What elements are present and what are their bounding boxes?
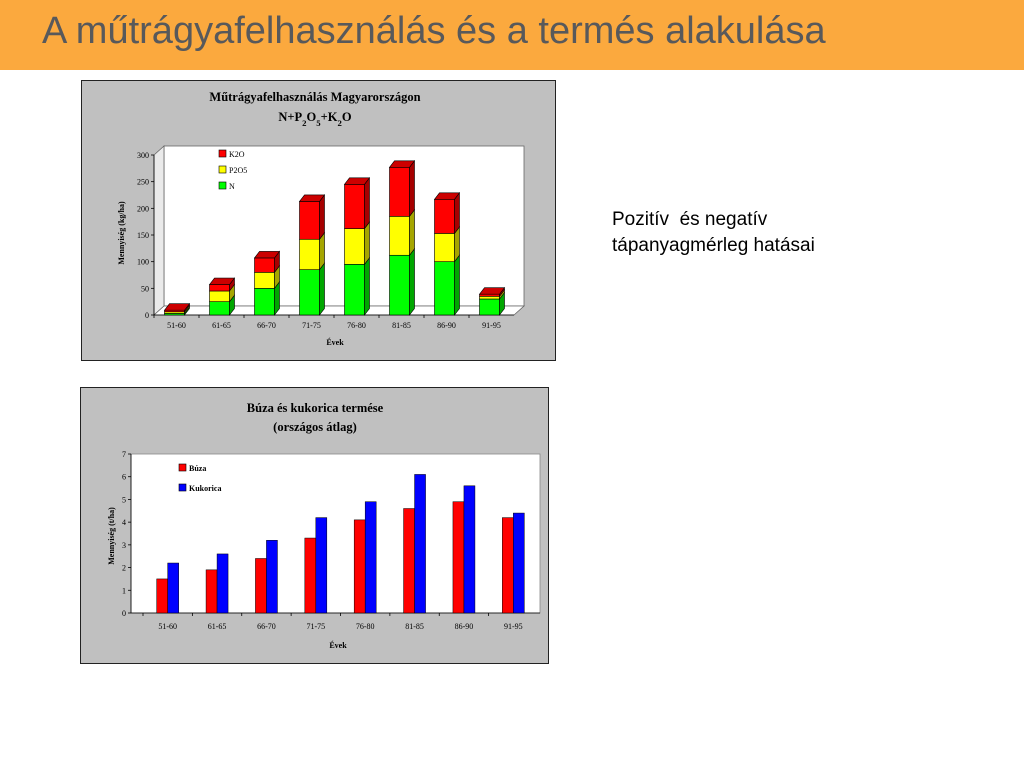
legend-label-kukorica: Kukorica — [189, 484, 222, 493]
y-tick-label: 150 — [137, 231, 149, 240]
bar-segment-k2o — [255, 258, 275, 272]
side-note — [612, 207, 932, 259]
y-tick-label: 50 — [141, 284, 149, 294]
yield-chart — [81, 388, 550, 665]
chart-title: Búza és kukorica termése — [246, 401, 384, 415]
y-tick-label: 0 — [122, 609, 126, 618]
bar-buza — [157, 579, 168, 613]
bar-kukorica — [316, 518, 327, 613]
y-tick-label: 2 — [122, 563, 126, 573]
y-tick-label: 4 — [122, 518, 126, 528]
bar-kukorica — [266, 540, 277, 613]
bar-segment-p2o5 — [210, 291, 230, 302]
chart-subtitle: (országos átlag) — [273, 420, 357, 434]
bar-buza — [255, 558, 266, 613]
bar-kukorica — [168, 563, 179, 613]
bar-side-n — [455, 255, 460, 315]
bar-segment-n — [255, 288, 275, 315]
bar-segment-p2o5 — [300, 239, 320, 269]
fertilizer-chart-panel — [81, 80, 556, 361]
bar-segment-k2o — [390, 167, 410, 216]
legend-label-k2o: K2O — [229, 150, 245, 159]
bar-side-n — [365, 258, 370, 315]
bar-buza — [354, 520, 365, 613]
y-tick-label: 300 — [137, 151, 149, 160]
bar-side-k2o — [410, 161, 415, 217]
y-tick-label: 1 — [122, 586, 126, 596]
x-tick-label: 61-65 — [212, 321, 231, 330]
bar-kukorica — [464, 486, 475, 613]
legend-label-buza: Búza — [189, 464, 207, 473]
bar-segment-p2o5 — [480, 296, 500, 299]
y-tick-label: 5 — [122, 495, 126, 505]
bar-segment-k2o — [210, 285, 230, 291]
bar-segment-n — [300, 270, 320, 315]
slide-title: A műtrágyafelhasználás és a termés alakulása — [42, 10, 826, 52]
legend-label-p2o5: P2O5 — [229, 166, 248, 175]
bar-segment-n — [345, 264, 365, 315]
bar-side-k2o — [320, 195, 325, 239]
bar-segment-k2o — [345, 184, 365, 228]
bar-segment-k2o — [480, 294, 500, 296]
yield-chart-panel — [80, 387, 549, 664]
x-tick-label: 81-85 — [392, 321, 411, 330]
bar-segment-n — [210, 302, 230, 315]
x-tick-label: 71-75 — [302, 321, 321, 330]
y-tick-label: 7 — [122, 450, 126, 459]
bar-side-p2o5 — [410, 210, 415, 255]
bar-buza — [305, 538, 316, 613]
x-tick-label: 86-90 — [437, 321, 456, 330]
bar-buza — [453, 502, 464, 613]
side-note-line-2: tápanyagmérleg hatásai — [612, 235, 815, 256]
y-axis-label: Mennyiség (t/ha) — [107, 507, 116, 565]
x-tick-label: 71-75 — [306, 622, 326, 631]
bar-kukorica — [217, 554, 228, 613]
x-tick-label: 66-70 — [257, 622, 276, 631]
x-tick-label: 66-70 — [257, 321, 276, 330]
y-tick-label: 250 — [137, 177, 149, 187]
legend-swatch-k2o — [219, 150, 226, 157]
y-tick-label: 3 — [122, 540, 126, 550]
x-axis-label: Évek — [329, 641, 347, 650]
y-tick-label: 100 — [137, 257, 149, 267]
chart-subtitle: $N+P_2O_5+K_2O$ — [278, 110, 352, 128]
plot-side-wall — [154, 146, 164, 315]
x-tick-label: 51-60 — [158, 622, 178, 631]
bar-segment-n — [480, 299, 500, 315]
bar-buza — [502, 518, 513, 613]
x-tick-label: 51-60 — [167, 321, 186, 330]
bar-kukorica — [415, 474, 426, 613]
y-axis-label: Mennyiség (kg/ha) — [117, 201, 126, 265]
bar-kukorica — [513, 513, 524, 613]
bar-side-k2o — [455, 193, 460, 234]
legend-swatch-buza — [179, 464, 186, 471]
side-note-line-1: Pozitív és negatív — [612, 209, 768, 230]
bar-segment-p2o5 — [435, 233, 455, 261]
x-axis-label: Évek — [326, 338, 344, 347]
fertilizer-chart — [82, 81, 557, 362]
y-tick-label: 200 — [137, 204, 149, 214]
bar-kukorica — [365, 502, 376, 613]
bar-segment-n — [390, 255, 410, 315]
legend-swatch-p2o5 — [219, 166, 226, 173]
legend-swatch-n — [219, 182, 226, 189]
bar-buza — [404, 509, 415, 613]
legend-label-n: N — [229, 182, 235, 191]
bar-buza — [206, 570, 217, 613]
x-tick-label: 76-80 — [347, 321, 366, 330]
bar-side-n — [410, 249, 415, 315]
x-tick-label: 61-65 — [207, 622, 227, 631]
y-tick-label: 0 — [145, 311, 149, 320]
title-bar — [0, 0, 1024, 70]
legend-swatch-kukorica — [179, 484, 186, 491]
bar-segment-k2o — [435, 199, 455, 233]
x-tick-label: 91-95 — [503, 622, 523, 631]
x-tick-label: 86-90 — [454, 622, 474, 631]
chart-title: Műtrágyafelhasználás Magyarországon — [209, 90, 421, 104]
bar-segment-p2o5 — [255, 272, 275, 288]
x-tick-label: 91-95 — [482, 321, 501, 330]
bar-side-p2o5 — [365, 222, 370, 264]
x-tick-label: 81-85 — [405, 622, 424, 631]
plot-area — [131, 454, 540, 613]
x-tick-label: 76-80 — [355, 622, 375, 631]
bar-segment-p2o5 — [390, 216, 410, 255]
bar-segment-k2o — [300, 201, 320, 239]
bar-side-n — [320, 263, 325, 315]
y-tick-label: 6 — [122, 472, 126, 482]
bar-segment-n — [435, 262, 455, 315]
bar-side-k2o — [365, 178, 370, 229]
bar-segment-p2o5 — [345, 229, 365, 265]
